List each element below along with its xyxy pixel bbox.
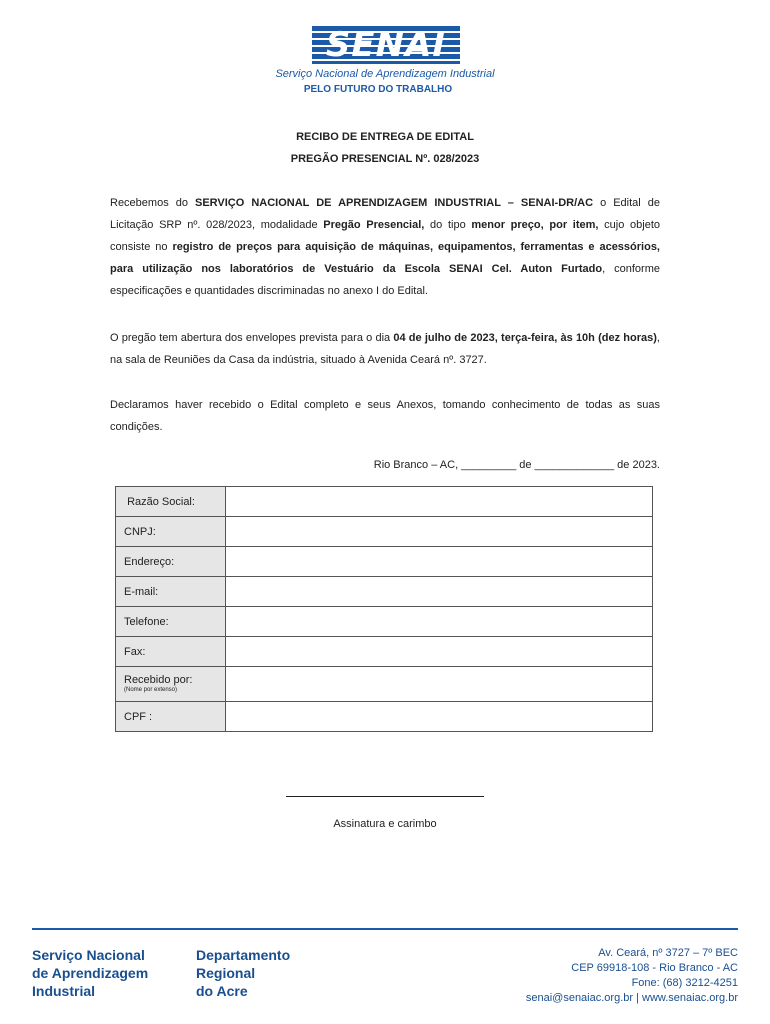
paragraph-declaration: Declaramos haver recebido o Edital completo e seus Anexos, tomando conhecimento de todas as suas condições. bbox=[110, 399, 660, 433]
logo-text: SENAI bbox=[325, 25, 447, 65]
form-label-razao-social: Razão Social: bbox=[116, 487, 226, 517]
document-subtitle: PREGÃO PRESENCIAL Nº. 028/2023 bbox=[290, 153, 480, 165]
form-row bbox=[116, 667, 653, 702]
logo-motto: PELO FUTURO DO TRABALHO bbox=[303, 84, 453, 95]
form-label-cpf: CPF : bbox=[116, 702, 226, 732]
form-label-recebido-por: Recebido por: (Nome por extenso) bbox=[116, 667, 226, 702]
receipt-form-table bbox=[115, 486, 653, 732]
form-row bbox=[116, 637, 653, 667]
footer-divider bbox=[32, 928, 738, 930]
footer-org-name: Serviço Nacional de Aprendizagem Industrial bbox=[32, 947, 149, 999]
cnpj-field[interactable] bbox=[226, 517, 653, 547]
form-row bbox=[116, 487, 653, 517]
paragraph-receipt: Recebemos do SERVIÇO NACIONAL DE APRENDIZAGEM INDUSTRIAL – SENAI-DR/AC o Edital de Licitação SRP nº. 028/2023, modalidade Pregão Presencial, do tipo menor preço, por item, cujo objeto consiste no registro de preços para aquisição de máquinas, equipamentos, ferramentas e acessórios, para utilização nos laboratórios de Vestuário da Escola SENAI Cel. Auton Furtado, conforme especificações e quantidades discriminadas no anexo I do Edital. bbox=[110, 197, 660, 297]
form-row bbox=[116, 547, 653, 577]
signature-line bbox=[286, 796, 484, 797]
form-label-fax: Fax: bbox=[116, 637, 226, 667]
form-row bbox=[116, 702, 653, 732]
form-label-telefone: Telefone: bbox=[116, 607, 226, 637]
form-row bbox=[116, 607, 653, 637]
logo-subtitle: Serviço Nacional de Aprendizagem Industrial bbox=[275, 68, 495, 80]
cpf-field[interactable] bbox=[226, 702, 653, 732]
footer-department: Departamento Regional do Acre bbox=[196, 947, 291, 999]
paragraph-opening: O pregão tem abertura dos envelopes prevista para o dia 04 de julho de 2023, terça-feira, às 10h (dez horas), na sala de Reuniões da Casa da indústria, situado à Avenida Ceará nº. 3727. bbox=[110, 332, 660, 366]
endereco-field[interactable] bbox=[226, 547, 653, 577]
form-row bbox=[116, 517, 653, 547]
footer-address: Av. Ceará, nº 3727 – 7º BEC CEP 69918-108 - Rio Branco - AC Fone: (68) 3212-4251 senai@senaiac.org.br | www.senaiac.org.br bbox=[525, 947, 738, 1004]
email-field[interactable] bbox=[226, 577, 653, 607]
document-title: RECIBO DE ENTREGA DE EDITAL bbox=[296, 131, 474, 143]
date-line: Rio Branco – AC, _________ de _____________ de 2023. bbox=[373, 459, 660, 471]
telefone-field[interactable] bbox=[226, 607, 653, 637]
form-row bbox=[116, 577, 653, 607]
recebido-por-field[interactable] bbox=[226, 667, 653, 702]
fax-field[interactable] bbox=[226, 637, 653, 667]
form-label-endereco: Endereço: bbox=[116, 547, 226, 577]
razao-social-field[interactable] bbox=[226, 487, 653, 517]
form-label-cnpj: CNPJ: bbox=[116, 517, 226, 547]
footer-contact-links[interactable]: senai@senaiac.org.br | www.senaiac.org.br bbox=[525, 992, 738, 1004]
signature-label: Assinatura e carimbo bbox=[333, 818, 437, 830]
form-label-sub: (Nome por extenso) bbox=[124, 687, 178, 693]
form-label-email: E-mail: bbox=[116, 577, 226, 607]
